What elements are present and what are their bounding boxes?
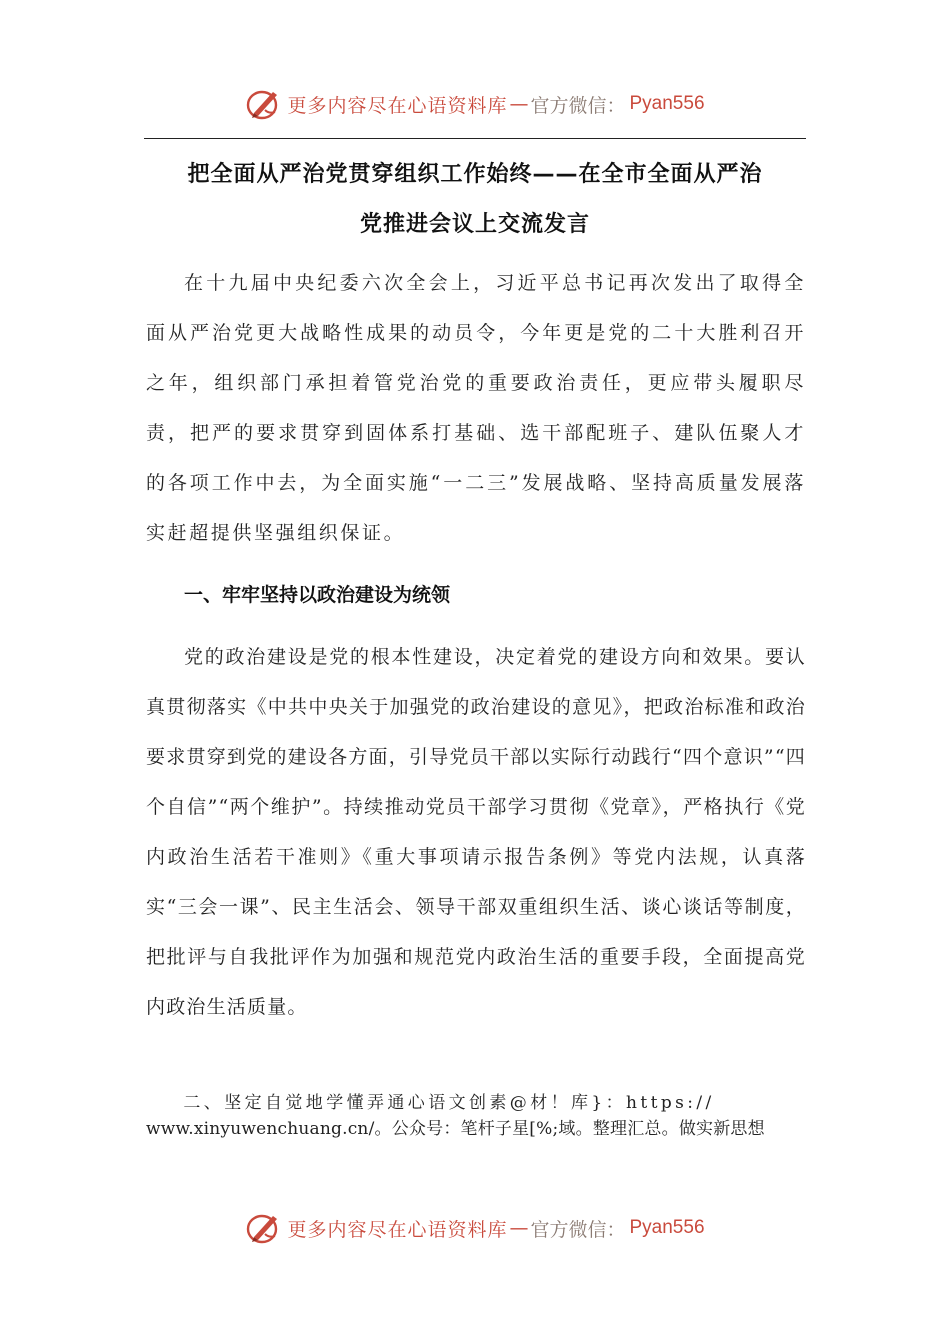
- header-rule: [144, 138, 806, 139]
- pen-logo-icon: [245, 1210, 283, 1246]
- footer-banner: [0, 1208, 950, 1248]
- title-line-2: 党推进会议上交流发言: [359, 212, 590, 237]
- footer-wechat-id: Pyan556: [629, 1217, 705, 1238]
- title-line-1: 把全面从严治党贯穿组织工作始终——在全市全面从严治: [187, 162, 763, 187]
- paragraph-intro: 在十九届中央纪委六次全会上，习近平总书记再次发出了取得全面从严治党更大战略性成果的动员令，今年更是党的二十大胜利召开之年，组织部门承担着管党治党的重要政治责任，更应带头履职尽责，把严的要求贯穿到固体系打基础、选干部配班子、建队伍聚人才的各项工作中去，为全面实施“一二三”发展战略、坚持高质量发展落实赶超提供坚强组织保证。: [146, 272, 806, 544]
- header-banner: [0, 84, 950, 124]
- banner-brand-text: 更多内容尽在心语资料库: [287, 94, 508, 117]
- section-heading-1: 一、牢牢坚持以政治建设为统领: [184, 584, 451, 606]
- banner-wechat-label: 官方微信：: [530, 94, 626, 117]
- footer-brand-text: 更多内容尽在心语资料库: [287, 1218, 508, 1241]
- banner-wechat-id: Pyan556: [629, 93, 705, 114]
- document-body: [146, 258, 806, 1032]
- tail-line-1: 二、坚定自觉地学懂弄通心语文创素@材！库}：https://: [183, 1093, 715, 1113]
- document-tail: [146, 1090, 806, 1142]
- paragraph-political-construction: 党的政治建设是党的根本性建设，决定着党的建设方向和效果。要认真贯彻落实《中共中央关于加强党的政治建设的意见》，把政治标准和政治要求贯穿到党的建设各方面，引导党员干部以实际行动践行“四个意识”“四个自信”“两个维护”。持续推动党员干部学习贯彻《党章》，严格执行《党内政治生活若干准则》《重大事项请示报告条例》等党内法规，认真落实“三会一课”、民主生活会、领导干部双重组织生活、谈心谈话等制度，把批评与自我批评作为加强和规范党内政治生活的重要手段，全面提高党内政治生活质量。: [146, 646, 806, 1018]
- banner-dash: —: [509, 93, 529, 115]
- pen-logo-icon: [245, 86, 283, 122]
- footer-wechat-label: 官方微信：: [530, 1218, 626, 1241]
- document-title: [144, 150, 806, 250]
- tail-line-2: www.xinyuwenchuang.cn/。公众号：笔杆子星[%;域。整理汇总。做实新思想: [146, 1119, 765, 1139]
- footer-dash: —: [509, 1217, 529, 1239]
